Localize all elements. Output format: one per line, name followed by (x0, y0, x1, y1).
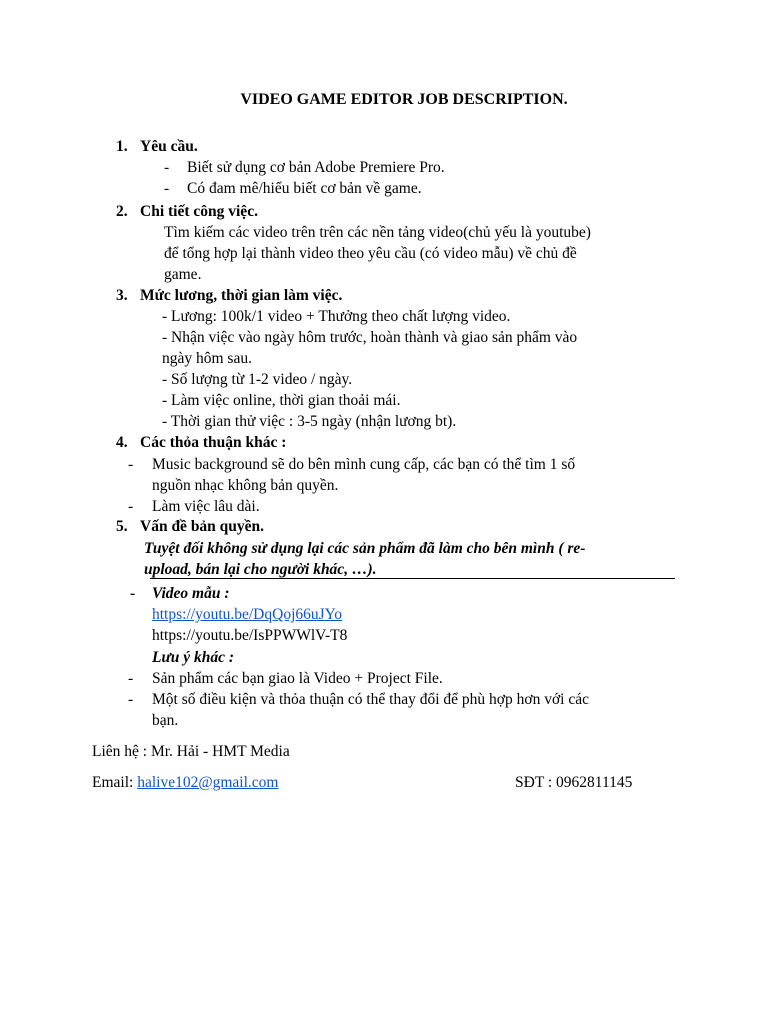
list-bullet: - (128, 670, 134, 687)
list-bullet: - (164, 159, 170, 176)
notes-label: Lưu ý khác : (152, 649, 235, 666)
contact-line: Liên hệ : Mr. Hải - HMT Media (92, 743, 290, 760)
paragraph-line: game. (164, 266, 202, 283)
list-item: - Thời gian thử việc : 3-5 ngày (nhận lương bt). (162, 413, 457, 430)
email-row (92, 772, 278, 793)
section-1-heading: Yêu cầu. (140, 138, 198, 155)
phone-number: SĐT : 0962811145 (515, 774, 633, 791)
video-sample-label: Video mẫu : (152, 585, 230, 602)
list-bullet: - (128, 498, 134, 515)
copyright-note: upload, bán lại cho người khác, …). (144, 561, 377, 578)
list-bullet: - (128, 691, 134, 708)
list-item: Biết sử dụng cơ bản Adobe Premiere Pro. (187, 159, 445, 176)
list-bullet: - (130, 585, 136, 602)
section-1-number: 1. (116, 138, 128, 155)
video-sample-link-1[interactable]: https://youtu.be/DqQoj66uJYo (152, 606, 343, 623)
email-link[interactable]: halive102@gmail.com (137, 774, 279, 791)
list-item: - Lương: 100k/1 video + Thưởng theo chất lượng video. (162, 308, 511, 325)
section-3-number: 3. (116, 287, 128, 304)
list-bullet: - (128, 456, 134, 473)
video-sample-link-2: https://youtu.be/IsPPWWlV-T8 (152, 627, 348, 644)
list-item: bạn. (152, 712, 179, 729)
section-5-number: 5. (116, 518, 128, 535)
list-item: - Nhận việc vào ngày hôm trước, hoàn thành và giao sản phẩm vào (162, 329, 578, 346)
paragraph-line: Tìm kiếm các video trên trên các nền tảng video(chủ yếu là youtube) (164, 224, 591, 241)
email-label: Email: (92, 774, 138, 791)
list-item: Music background sẽ do bên mình cung cấp, các bạn có thể tìm 1 số (152, 456, 576, 473)
list-item: Có đam mê/hiểu biết cơ bản về game. (187, 180, 422, 197)
section-4-number: 4. (116, 434, 128, 451)
list-item: ngày hôm sau. (162, 350, 252, 367)
section-4-heading: Các thỏa thuận khác : (140, 434, 287, 451)
page-title: VIDEO GAME EDITOR JOB DESCRIPTION. (240, 91, 568, 108)
list-item: - Số lượng từ 1-2 video / ngày. (162, 371, 353, 388)
list-bullet: - (164, 180, 170, 197)
section-5-heading: Vấn đề bản quyền. (140, 518, 265, 535)
section-2-number: 2. (116, 203, 128, 220)
list-item: nguồn nhạc không bản quyền. (152, 477, 339, 494)
section-3-heading: Mức lương, thời gian làm việc. (140, 287, 343, 304)
list-item: Sản phẩm các bạn giao là Video + Project File. (152, 670, 443, 687)
paragraph-line: để tổng hợp lại thành video theo yêu cầu (có video mẫu) về chủ đề (164, 245, 577, 262)
list-item: Làm việc lâu dài. (152, 498, 260, 515)
divider (150, 578, 675, 579)
list-item: - Làm việc online, thời gian thoải mái. (162, 392, 401, 409)
copyright-note: Tuyệt đối không sử dụng lại các sản phẩm đã làm cho bên mình ( re- (144, 540, 586, 557)
section-2-heading: Chi tiết công việc. (140, 203, 258, 220)
list-item: Một số điều kiện và thỏa thuận có thể thay đổi để phù hợp hơn với các (152, 691, 589, 708)
